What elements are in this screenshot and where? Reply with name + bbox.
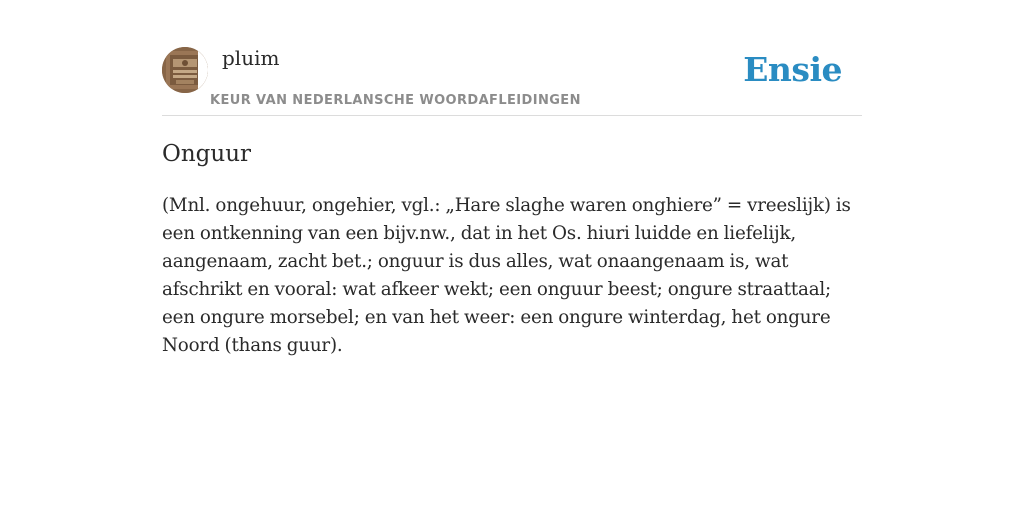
entry-title: Onguur <box>162 141 252 167</box>
book-cover-avatar[interactable] <box>162 47 208 93</box>
ensie-logo[interactable]: Ensie <box>743 50 842 89</box>
header <box>162 40 862 116</box>
entry-text: (Mnl. ongehuur, ongehier, vgl.: „Hare slaghe waren onghiere” = vreeslijk) is een ontkenning van een bijv.nw., dat in het Os. hiuri luidde en liefelijk, aangenaam, zacht bet.; onguur is dus alles, wat onaangenaam is, wat afschrikt en vooral: wat afkeer wekt; een onguur beest; ongure straattaal; een ongure morsebel; en van het weer: een ongure winterdag, het ongure Noord (thans guur). <box>162 195 851 356</box>
avatar-mask <box>198 47 208 93</box>
author-link[interactable]: pluim <box>222 46 280 70</box>
source-label[interactable]: KEUR VAN NEDERLANSCHE WOORDAFLEIDINGEN <box>210 93 581 108</box>
